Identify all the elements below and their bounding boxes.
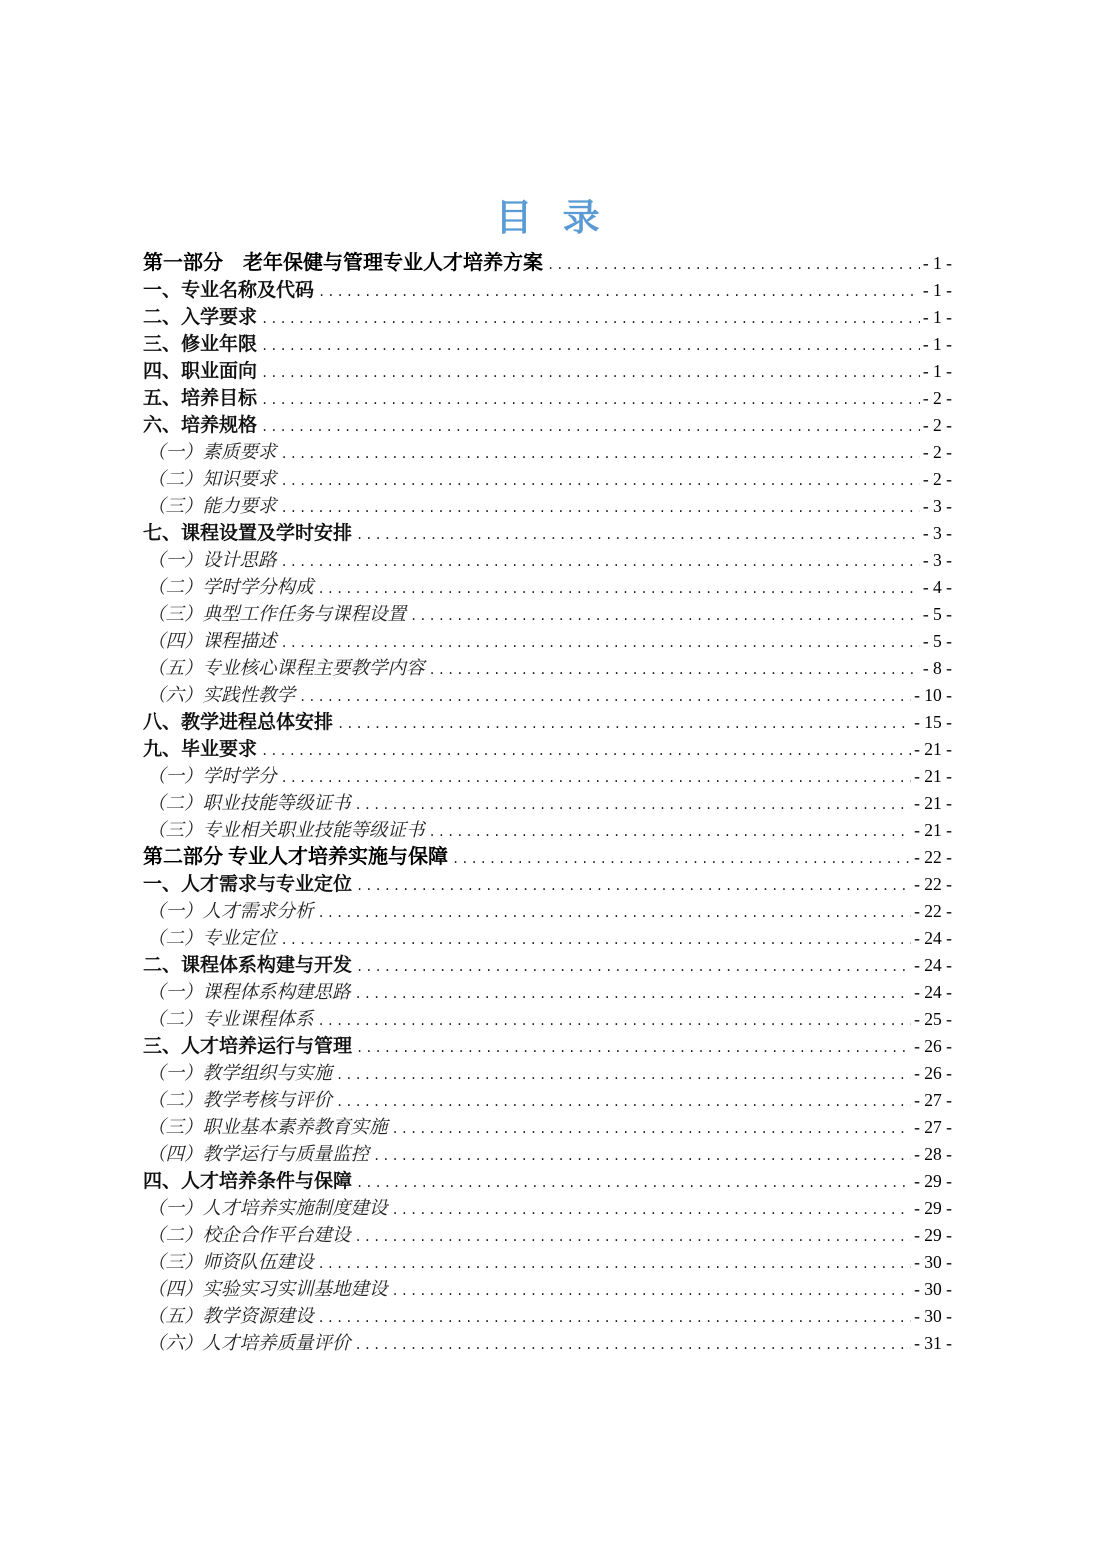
dot-leader xyxy=(410,603,920,629)
toc-page-number: - 10 - xyxy=(914,685,952,705)
toc-entry[interactable] xyxy=(143,412,952,439)
toc-entry-label: （一）设计思路 xyxy=(147,551,277,571)
toc-entry[interactable] xyxy=(143,385,952,412)
toc-entry[interactable] xyxy=(143,250,952,277)
toc-entry[interactable] xyxy=(143,304,952,331)
toc-entry[interactable] xyxy=(143,493,952,520)
toc-entry-label: （一）学时学分 xyxy=(147,767,277,787)
dot-leader xyxy=(261,306,920,332)
toc-entry[interactable] xyxy=(143,1006,952,1033)
toc-entry[interactable] xyxy=(143,520,952,547)
dot-leader xyxy=(261,387,920,413)
toc-entry[interactable] xyxy=(143,1249,952,1276)
toc-entry-label: 一、人才需求与专业定位 xyxy=(143,874,353,895)
toc-entry-label: （三）能力要求 xyxy=(147,497,277,517)
toc-entry-label: （一）课程体系构建思路 xyxy=(147,983,351,1003)
toc-entry[interactable] xyxy=(143,628,952,655)
dot-leader xyxy=(281,630,920,656)
dot-leader xyxy=(392,1278,912,1304)
dot-leader xyxy=(261,333,920,359)
toc-page-number: - 26 - xyxy=(914,1063,952,1083)
toc-entry-label: （二）专业定位 xyxy=(147,929,277,949)
dot-leader xyxy=(356,1170,911,1196)
dot-leader xyxy=(261,738,911,764)
toc-entry-label: （二）学时学分构成 xyxy=(147,578,314,598)
dot-leader xyxy=(281,441,920,467)
toc-page-number: - 25 - xyxy=(914,1009,952,1029)
toc-entry[interactable] xyxy=(143,709,952,736)
dot-leader xyxy=(547,252,920,278)
dot-leader xyxy=(281,927,912,953)
toc-entry-label: 八、教学进程总体安排 xyxy=(143,712,334,733)
dot-leader xyxy=(318,1251,912,1277)
toc-entry-label: （一）人才需求分析 xyxy=(147,902,314,922)
dot-leader xyxy=(299,684,911,710)
toc-page-number: - 27 - xyxy=(914,1117,952,1137)
toc-page-number: - 2 - xyxy=(922,415,952,435)
toc-entry-label: 第一部分 老年保健与管理专业人才培养方案 xyxy=(143,252,543,274)
toc-entry[interactable] xyxy=(143,1033,952,1060)
toc-page-number: - 24 - xyxy=(914,982,952,1002)
toc-entry[interactable] xyxy=(143,1168,952,1195)
toc-page-number: - 22 - xyxy=(914,847,952,867)
toc-page-number: - 22 - xyxy=(914,874,952,894)
toc-entry-label: 五、培养目标 xyxy=(143,388,258,409)
dot-leader xyxy=(392,1116,912,1142)
toc-entry[interactable] xyxy=(143,439,952,466)
toc-entry[interactable] xyxy=(143,574,952,601)
toc-page-number: - 29 - xyxy=(914,1171,952,1191)
toc-page-number: - 29 - xyxy=(914,1225,952,1245)
toc-entry[interactable] xyxy=(143,1087,952,1114)
dot-leader xyxy=(355,792,912,818)
toc-entry[interactable] xyxy=(143,1303,952,1330)
toc-entry[interactable] xyxy=(143,1195,952,1222)
toc-entry[interactable] xyxy=(143,844,952,871)
dot-leader xyxy=(356,954,911,980)
toc-page-number: - 15 - xyxy=(914,712,952,732)
toc-entry[interactable] xyxy=(143,925,952,952)
toc-entry[interactable] xyxy=(143,682,952,709)
toc-entry[interactable] xyxy=(143,655,952,682)
toc-page-number: - 5 - xyxy=(922,631,952,651)
dot-leader xyxy=(452,846,911,872)
toc-page-number: - 21 - xyxy=(914,820,952,840)
toc-title: 目 录 xyxy=(495,197,610,238)
toc-entry-label: （六）实践性教学 xyxy=(147,686,296,706)
toc-entry[interactable] xyxy=(143,601,952,628)
toc-page-number: - 21 - xyxy=(914,793,952,813)
toc-entry-label: 九、毕业要求 xyxy=(143,739,258,760)
toc-entry-label: 六、培养规格 xyxy=(143,415,258,436)
toc-list xyxy=(143,250,952,1357)
toc-entry-label: 四、职业面向 xyxy=(143,361,258,382)
toc-entry-label: 一、专业名称及代码 xyxy=(143,280,315,301)
toc-page-number: - 21 - xyxy=(914,739,952,759)
toc-page-number: - 1 - xyxy=(922,334,952,354)
toc-page-number: - 28 - xyxy=(914,1144,952,1164)
toc-entry-label: （二）职业技能等级证书 xyxy=(147,794,351,814)
toc-entry-label: （六）人才培养质量评价 xyxy=(147,1334,351,1354)
dot-leader xyxy=(356,1035,911,1061)
toc-page-number: - 27 - xyxy=(914,1090,952,1110)
toc-entry[interactable] xyxy=(143,1114,952,1141)
toc-page-number: - 2 - xyxy=(922,442,952,462)
dot-leader xyxy=(355,1332,912,1358)
toc-entry[interactable] xyxy=(143,898,952,925)
dot-leader xyxy=(429,657,920,683)
dot-leader xyxy=(429,819,912,845)
toc-entry-label: （一）教学组织与实施 xyxy=(147,1064,333,1084)
toc-entry[interactable] xyxy=(143,331,952,358)
toc-page-number: - 31 - xyxy=(914,1333,952,1353)
dot-leader xyxy=(373,1143,911,1169)
toc-page-number: - 22 - xyxy=(914,901,952,921)
dot-leader xyxy=(355,1224,912,1250)
toc-page-number: - 8 - xyxy=(922,658,952,678)
toc-entry-label: （二）专业课程体系 xyxy=(147,1010,314,1030)
toc-entry-label: （二）知识要求 xyxy=(147,470,277,490)
toc-page-number: - 1 - xyxy=(922,307,952,327)
toc-page-number: - 3 - xyxy=(922,523,952,543)
toc-entry[interactable] xyxy=(143,736,952,763)
toc-entry[interactable] xyxy=(143,466,952,493)
dot-leader xyxy=(318,576,920,602)
dot-leader xyxy=(337,711,911,737)
toc-page-number: - 24 - xyxy=(914,955,952,975)
toc-entry[interactable] xyxy=(143,1222,952,1249)
dot-leader xyxy=(261,360,920,386)
toc-entry-label: （三）典型工作任务与课程设置 xyxy=(147,605,407,625)
toc-entry-label: 二、入学要求 xyxy=(143,307,258,328)
toc-entry-label: 四、人才培养条件与保障 xyxy=(143,1171,353,1192)
toc-page-number: - 21 - xyxy=(914,766,952,786)
dot-leader xyxy=(281,495,920,521)
toc-page-number: - 26 - xyxy=(914,1036,952,1056)
dot-leader xyxy=(261,414,920,440)
toc-entry[interactable] xyxy=(143,871,952,898)
toc-entry-label: （四）实验实习实训基地建设 xyxy=(147,1280,388,1300)
toc-entry-label: （三）职业基本素养教育实施 xyxy=(147,1118,388,1138)
dot-leader xyxy=(281,549,920,575)
dot-leader xyxy=(318,279,920,305)
dot-leader xyxy=(281,468,920,494)
toc-entry-label: （一）人才培养实施制度建设 xyxy=(147,1199,388,1219)
toc-entry-label: 七、课程设置及学时安排 xyxy=(143,523,353,544)
toc-entry[interactable] xyxy=(143,358,952,385)
toc-entry-label: 第二部分 专业人才培养实施与保障 xyxy=(143,846,448,868)
toc-page-number: - 3 - xyxy=(922,550,952,570)
dot-leader xyxy=(318,1305,912,1331)
dot-leader xyxy=(318,1008,912,1034)
toc-page-number: - 1 - xyxy=(922,361,952,381)
toc-entry[interactable] xyxy=(143,1060,952,1087)
toc-entry[interactable] xyxy=(143,277,952,304)
toc-entry-label: （二）校企合作平台建设 xyxy=(147,1226,351,1246)
toc-page-number: - 30 - xyxy=(914,1252,952,1272)
toc-entry-label: （三）专业相关职业技能等级证书 xyxy=(147,821,425,841)
toc-entry-label: （二）教学考核与评价 xyxy=(147,1091,333,1111)
dot-leader xyxy=(356,873,911,899)
toc-page-number: - 4 - xyxy=(922,577,952,597)
dot-leader xyxy=(318,900,912,926)
toc-page-number: - 29 - xyxy=(914,1198,952,1218)
dot-leader xyxy=(281,765,912,791)
toc-entry[interactable] xyxy=(143,952,952,979)
toc-entry[interactable] xyxy=(143,817,952,844)
toc-page-number: - 2 - xyxy=(922,469,952,489)
dot-leader xyxy=(336,1062,911,1088)
toc-page-number: - 3 - xyxy=(922,496,952,516)
toc-entry-label: 二、课程体系构建与开发 xyxy=(143,955,353,976)
toc-entry-label: 三、修业年限 xyxy=(143,334,258,355)
toc-entry[interactable] xyxy=(143,1276,952,1303)
dot-leader xyxy=(392,1197,912,1223)
toc-page-number: - 30 - xyxy=(914,1306,952,1326)
toc-entry-label: 三、人才培养运行与管理 xyxy=(143,1036,353,1057)
toc-entry[interactable] xyxy=(143,1330,952,1357)
toc-entry-label: （四）教学运行与质量监控 xyxy=(147,1145,370,1165)
toc-entry[interactable] xyxy=(143,547,952,574)
toc-page-number: - 5 - xyxy=(922,604,952,624)
toc-entry-label: （一）素质要求 xyxy=(147,443,277,463)
toc-entry[interactable] xyxy=(143,1141,952,1168)
toc-entry[interactable] xyxy=(143,790,952,817)
toc-entry[interactable] xyxy=(143,979,952,1006)
toc-page-number: - 30 - xyxy=(914,1279,952,1299)
dot-leader xyxy=(356,522,920,548)
toc-entry-label: （五）专业核心课程主要教学内容 xyxy=(147,659,425,679)
dot-leader xyxy=(336,1089,911,1115)
toc-entry-label: （三）师资队伍建设 xyxy=(147,1253,314,1273)
toc-entry[interactable] xyxy=(143,763,952,790)
toc-page-number: - 1 - xyxy=(922,280,952,300)
toc-page-number: - 2 - xyxy=(922,388,952,408)
toc-page-number: - 1 - xyxy=(922,253,952,273)
toc-entry-label: （四）课程描述 xyxy=(147,632,277,652)
toc-page-number: - 24 - xyxy=(914,928,952,948)
dot-leader xyxy=(355,981,912,1007)
toc-entry-label: （五）教学资源建设 xyxy=(147,1307,314,1327)
